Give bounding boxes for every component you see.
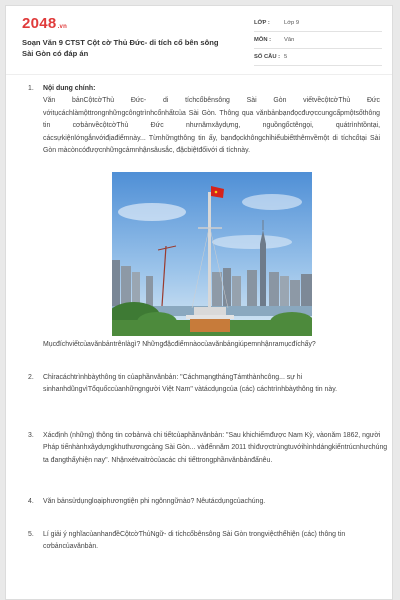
header-divider xyxy=(6,74,392,75)
document-header xyxy=(6,6,392,72)
page-title: Soạn Văn 9 CTST Cột cờ Thủ Đức- di tích cổ bên sông Sài Gòn có đáp án xyxy=(22,38,219,58)
question-number: 2. xyxy=(28,374,34,381)
meta-value: Văn xyxy=(284,37,295,43)
meta-table xyxy=(254,15,382,66)
question-number: 3. xyxy=(28,432,34,439)
meta-value: Lớp 9 xyxy=(284,20,300,26)
logo-text: 2048 xyxy=(22,15,57,32)
question-subtitle: Nội dung chính: xyxy=(43,85,96,92)
logo-suffix: .vn xyxy=(57,24,68,30)
site-logo[interactable] xyxy=(22,15,67,32)
question-number: 1. xyxy=(28,85,34,92)
meta-row-subject xyxy=(254,32,382,49)
meta-value: 5 xyxy=(284,54,288,60)
meta-label: LỚP : xyxy=(254,20,270,26)
meta-row-question-count xyxy=(254,49,382,66)
question-number: 4. xyxy=(28,498,34,505)
question-text: Văn bảnsửdụngloạiphươngtiện phi ngônngữnào? Nêutácdụngcủachúng. xyxy=(43,498,266,505)
question-number: 5. xyxy=(28,531,34,538)
question-text: Lí giải ý nghĩacủanhanđềCộtcờThủNgữ- di tíchcổbênsông Sài Gòn trongviệcthểhiện (các) thông tin cơbảncủavănbản. xyxy=(43,531,346,551)
question-text: Xácđịnh (những) thông tin cơbảnvà chi tiếtcủaphầnvănbản: "Sau khichiếmđược Nam Kỳ, vàonăm 1862, người Pháp tiếnhànhxâydựngkhuthươngcảng Sài Gòn... vàđếnnăm 2011 thìđượctrùngtuvớihìnhdángkiếntrúcnhưchúng ta đangthấyhiện nay". Nhậnxétvaitròcủacác chi tiếttrongphầnvănbảnđấnêu. xyxy=(43,432,388,464)
meta-row-grade xyxy=(254,15,382,32)
meta-label: SỐ CÂU : xyxy=(254,54,281,60)
question-text: Văn bảnCộtcờThủ Đức- di tíchcổbênsông Sài Gòn viếtvềcộtcờThủ Đức vớitụcáchlàmộttrongnhữngcôngtrìnhcổnhấtcủa Sài Gòn. Thông qua vănbảnbạnđọcđượccungcấpmộtsốthông tin cơbảnvềcộtcờThủ Đức nhưnămxâydựng, nguồngốctêngọi, quátrìnhtồntại, cácsựkiệnlớngắnvớiđịađiểmnày... Từnhữngthông tin ấy, bạnđọckhôngchỉhiểubiếtthêmvềmột di tíchcổtại Sài Gòn màcòncóđượcnhữngcảmnhậnsâusắc, đặcbiệtđốivới di tíchnày. xyxy=(43,97,380,155)
question-follow-up: Mụcđíchviếtcủavănbảntrênlàgì? Nhữngđặcđiểmnàocủavănbảngiúpemnhậnramụcđíchấy? xyxy=(43,341,316,348)
document-page xyxy=(5,5,393,600)
meta-label: MÔN : xyxy=(254,37,272,43)
flagpole-image xyxy=(112,172,312,336)
flagpole-photo xyxy=(112,172,312,336)
question-text: Chỉracáchtrìnhbàythông tin củaphầnvănbản: "CáchmạngthángTámthànhcông... sự hi sinhanhdũngvìTổquốccủanhữngngười Việt Nam" vàtácdụngcủa (các) cáchtrìnhbàythông tin này. xyxy=(43,374,338,394)
question-body xyxy=(43,83,380,157)
